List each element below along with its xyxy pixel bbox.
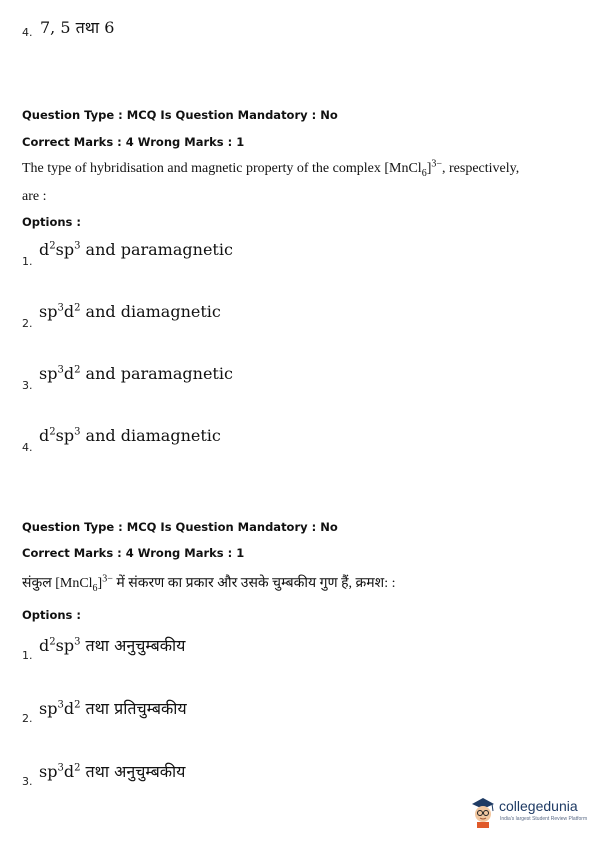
option-1[interactable] <box>22 238 422 268</box>
marks-line: Correct Marks : 4 Wrong Marks : 1 <box>22 546 245 560</box>
question-text: The type of hybridisation and magnetic property of the complex [MnCl$_6$]$^{3-}$, respectively, <box>22 158 520 179</box>
question-text: संकुल [MnCl$_6$]$^{3-}$ में संकरण का प्रकार और उसके चुम्बकीय गुण हैं, क्रमश: : <box>22 573 396 594</box>
option-text: $sp^3d^2$ तथा प्रतिचुम्बकीय <box>39 699 187 718</box>
option-3[interactable] <box>22 758 422 788</box>
option-text: $d^2sp^3$ and diamagnetic <box>39 426 221 445</box>
mascot-icon <box>468 796 498 828</box>
option-number: 4. <box>22 441 33 454</box>
option-number: 2. <box>22 712 33 725</box>
marks-line: Correct Marks : 4 Wrong Marks : 1 <box>22 135 245 149</box>
option-2[interactable] <box>22 300 422 330</box>
option-4[interactable] <box>22 424 422 454</box>
logo-tagline: India's largest Student Review Platform <box>500 816 588 822</box>
option-number: 1. <box>22 255 33 268</box>
options-label: Options : <box>22 215 81 229</box>
option-text: $d^2sp^3$ and paramagnetic <box>39 240 233 259</box>
option-text: $sp^3d^2$ and paramagnetic <box>39 364 233 383</box>
option-text: $sp^3d^2$ and diamagnetic <box>39 302 221 321</box>
options-label: Options : <box>22 608 81 622</box>
question-type-line: Question Type : MCQ Is Question Mandatory : No <box>22 108 338 122</box>
option-2[interactable] <box>22 695 422 725</box>
question-text-line2: are : <box>22 189 47 204</box>
option-1[interactable] <box>22 632 422 662</box>
option-text: $d^2sp^3$ तथा अनुचुम्बकीय <box>39 636 186 655</box>
option-number: 3. <box>22 775 33 788</box>
collegedunia-logo <box>466 796 588 830</box>
logo-wordmark: collegedunia <box>499 798 578 814</box>
option-number: 3. <box>22 379 33 392</box>
question-type-line: Question Type : MCQ Is Question Mandatory : No <box>22 520 338 534</box>
option-number: 4. <box>22 26 33 39</box>
option-number: 1. <box>22 649 33 662</box>
option-number: 2. <box>22 317 33 330</box>
option-3[interactable] <box>22 362 422 392</box>
option-text: $sp^3d^2$ तथा अनुचुम्बकीय <box>39 762 186 781</box>
option-text: 7, 5 तथा 6 <box>40 18 115 37</box>
